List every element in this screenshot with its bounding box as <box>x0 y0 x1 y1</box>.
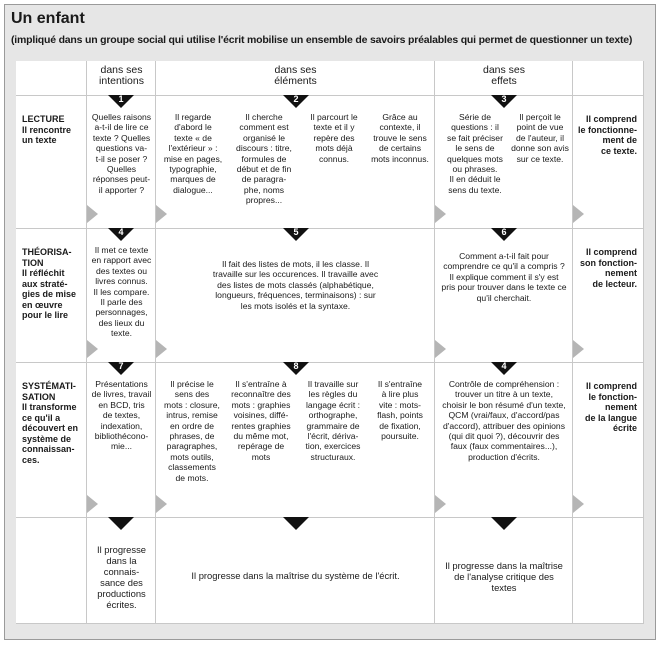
text-line: texte et il y <box>313 122 355 133</box>
text-line: ce qu'il a <box>22 412 61 423</box>
cell-theorisation-elements <box>156 229 435 363</box>
right-arrow-icon <box>87 205 98 223</box>
text-line: grammaire de <box>306 420 360 431</box>
right-arrow-icon <box>435 340 446 358</box>
text-line: Il met ce texte <box>94 245 149 255</box>
text-line: des textes ou <box>95 265 148 276</box>
badge-6 <box>491 228 517 241</box>
row-head-theorisation <box>16 229 87 363</box>
text-line: point de vue <box>516 122 564 133</box>
badge-9-number: 4 <box>501 361 507 371</box>
text-line: l'extérieur » : <box>168 143 218 154</box>
text-line: texte « de <box>174 132 212 143</box>
badge-6-number: 6 <box>501 227 507 237</box>
text-line: Il rencontre <box>22 124 72 135</box>
text-line: Quelles <box>106 164 137 175</box>
down-arrow-intentions <box>108 517 134 530</box>
text-lecture-ef1 <box>443 112 507 195</box>
text-line: ce texte. <box>600 145 637 156</box>
text-line: de textes, <box>102 410 141 421</box>
text-line: intrus, remise <box>166 410 218 421</box>
text-line: éléments <box>274 75 317 87</box>
cell-lecture-effets <box>435 96 573 229</box>
text-line: se fait préciser <box>447 132 503 143</box>
text-line: longueurs, fréquences, terminaisons) : sur <box>215 290 376 301</box>
text-line: de la langue <box>584 412 637 423</box>
text-line: Il perçoit le <box>519 112 561 122</box>
text-line: Il comprend <box>585 114 637 124</box>
down-arrow-elements <box>283 517 309 530</box>
text-line: aux straté- <box>22 278 68 289</box>
text-line: à lire plus <box>381 389 419 400</box>
text-lecture-el2 <box>230 112 298 206</box>
text-line: Il les compare. <box>93 286 150 297</box>
text-line: Il progresse dans la maîtrise <box>445 560 563 571</box>
text-line: paragraphes, <box>166 441 218 452</box>
cell-theorisation-effets <box>435 229 573 363</box>
text-line: découvert en <box>22 423 79 433</box>
cell-progression-intentions <box>87 518 156 624</box>
text-systematisation-intentions <box>89 379 154 452</box>
text-line: de lecteur. <box>592 278 637 289</box>
right-arrow-icon <box>573 340 584 358</box>
text-line: voisines, diffé- <box>233 410 289 421</box>
text-line: SYSTÉMATI- <box>22 381 76 391</box>
text-systematisation-el3 <box>300 379 366 462</box>
text-line: de l'analyse critique des <box>454 571 554 582</box>
text-line: mots inconnus. <box>371 153 429 164</box>
text-line: personnages, <box>95 307 148 318</box>
text-line: trouver un titre à un texte, <box>455 389 553 400</box>
right-arrow-icon <box>573 205 584 223</box>
text-line: poursuite. <box>381 431 419 442</box>
text-line: Il précise le <box>170 379 214 389</box>
header-effets <box>435 61 573 96</box>
text-line: nement <box>604 268 637 278</box>
text-line: en ordre de <box>170 420 214 431</box>
text-line: structuraux. <box>310 451 356 462</box>
badge-8 <box>283 362 309 375</box>
badge-5-number: 5 <box>293 227 299 237</box>
text-line: mie... <box>110 441 132 452</box>
text-line: Il comprend <box>585 381 637 391</box>
badge-7-number: 7 <box>118 361 124 371</box>
text-systematisation-effets <box>436 379 572 462</box>
text-line: marques de <box>170 174 216 185</box>
text-systematisation-el4 <box>370 379 430 441</box>
text-line: travaille sur les occurences. Il travaille avec <box>212 269 379 280</box>
figure-subtitle: (impliqué dans un groupe social qui utilise l'écrit mobilise un ensemble de savoirs préalables qui permet de questionner un texte) <box>11 34 633 46</box>
text-lecture-intentions <box>89 112 154 195</box>
text-line: questions : il <box>451 122 499 133</box>
text-line: tion, exercices <box>305 441 361 452</box>
text-line: début et de fin <box>236 164 292 175</box>
badge-3 <box>491 95 517 108</box>
badge-7 <box>108 362 134 375</box>
text-lecture-el3 <box>304 112 364 164</box>
text-line: connus. <box>318 153 350 164</box>
text-line: Quelles raisons <box>91 112 152 122</box>
text-line: d'accord), attribuer des opinions <box>442 420 566 431</box>
text-line: de paragra- <box>241 174 287 185</box>
row-right-progression <box>573 518 644 624</box>
text-line: bibliothécono- <box>94 431 149 442</box>
text-line: Présentations <box>95 379 148 389</box>
badge-5 <box>283 228 309 241</box>
text-line: mots déjà <box>315 143 353 154</box>
text-line: typographie, <box>169 164 217 175</box>
text-line: comment est <box>239 122 289 133</box>
text-line: sur ce texte. <box>516 153 564 164</box>
text-line: faux (faux commentaires...), <box>450 441 558 452</box>
badge-8-number: 8 <box>293 361 299 371</box>
text-line: Il travaille sur <box>307 379 359 389</box>
text-line: Il cherche <box>245 112 283 122</box>
badge-4-number: 4 <box>118 227 124 237</box>
text-line: mots <box>251 451 271 462</box>
text-line: système de <box>22 433 72 444</box>
text-line: Il regarde <box>174 112 212 122</box>
text-line: quelques mots <box>447 153 503 164</box>
text-line: classements <box>168 462 216 473</box>
text-line: pris pour trouver dans le texte ce <box>441 282 567 293</box>
text-line: Il explique comment il s'y est <box>449 271 559 282</box>
text-line: mots outils, <box>170 451 214 462</box>
text-line: nement <box>604 402 637 412</box>
text-line: reconnaître des <box>231 389 291 400</box>
text-progression-elements <box>160 570 431 581</box>
text-line: ou phrases. <box>452 164 498 175</box>
right-arrow-icon <box>156 205 167 223</box>
text-line: dans la <box>106 555 137 566</box>
right-arrow-icon <box>573 495 584 513</box>
right-arrow-icon <box>435 495 446 513</box>
text-line: LECTURE <box>22 114 65 124</box>
text-line: Série de <box>458 112 491 122</box>
text-theorisation-elements <box>166 259 425 311</box>
right-arrow-icon <box>87 340 98 358</box>
text-line: les règles du <box>308 389 358 400</box>
text-line: livres connus. <box>95 276 148 287</box>
right-arrow-icon <box>87 495 98 513</box>
text-line: écrites. <box>106 599 137 610</box>
text-line: a-t-il de lire ce <box>94 122 149 133</box>
header-elements-text <box>156 65 435 87</box>
text-line: mots : closure, <box>164 399 220 410</box>
text-line: mise en pages, <box>163 153 223 164</box>
text-line: son fonction- <box>580 257 637 268</box>
text-line: langage écrit : <box>306 399 360 410</box>
cell-progression-elements <box>156 518 435 624</box>
text-line: des lieux du <box>98 317 145 328</box>
badge-4 <box>108 228 134 241</box>
text-line: Il progresse <box>97 544 146 555</box>
header-elements <box>156 61 435 96</box>
down-arrow-effets <box>491 517 517 530</box>
text-line: de livres, travail <box>91 389 152 400</box>
corner-cell-right <box>573 61 644 96</box>
text-line: du même mot, <box>233 431 289 442</box>
text-line: ces. <box>22 454 40 465</box>
text-line: Il progresse dans la maîtrise du système de l'écrit. <box>191 570 400 581</box>
text-line: repérage de <box>237 441 285 452</box>
text-line: choisir le bon résumé d'un texte, <box>442 399 566 410</box>
text-line: QCM (vrai/faux, d'accord/pas <box>448 410 560 421</box>
text-line: Il comprend <box>585 247 637 257</box>
badge-2-number: 2 <box>293 94 299 104</box>
text-line: Il fait des listes de mots, il les classe. Il <box>221 259 370 269</box>
text-line: flash, points <box>377 410 423 421</box>
text-line: effets <box>491 75 517 87</box>
text-line: en œuvre <box>22 299 63 310</box>
header-effets-text <box>435 65 573 87</box>
text-line: Il s'entraîne à <box>235 379 287 389</box>
text-theorisation-intentions <box>89 245 154 339</box>
text-line: SATION <box>22 391 56 402</box>
text-line: contexte, il <box>379 122 421 133</box>
text-line: de mots. <box>175 472 209 483</box>
text-line: Il réfléchit <box>22 268 65 278</box>
text-line: formules de <box>241 153 287 164</box>
text-line: réponses peut- <box>92 174 151 185</box>
diagram-grid <box>16 61 644 624</box>
row-head-lecture <box>16 96 87 229</box>
text-line: donne son avis <box>511 143 569 154</box>
text-line: organisé le <box>242 132 286 143</box>
text-line: sance des <box>100 577 143 588</box>
right-arrow-icon <box>435 205 446 223</box>
text-line: dans ses <box>100 64 143 76</box>
text-line: production d'écrits. <box>468 451 540 462</box>
text-line: sens du texte. <box>448 184 502 195</box>
text-line: le sens de <box>455 143 495 154</box>
badge-3-number: 3 <box>501 94 507 104</box>
text-line: écrite <box>612 423 637 433</box>
text-line: texte. <box>110 328 133 339</box>
text-line: propres... <box>245 195 283 206</box>
text-line: intentions <box>99 75 144 87</box>
text-line: le fonctionne- <box>578 124 637 135</box>
text-lecture-el1 <box>162 112 224 195</box>
text-line: Il s'entraîne <box>377 379 423 389</box>
text-line: THÉORISA- <box>22 247 72 257</box>
text-systematisation-el2 <box>226 379 296 462</box>
cell-systematisation-effets <box>435 363 573 518</box>
text-progression-intentions <box>89 544 154 610</box>
text-lecture-el4 <box>368 112 432 164</box>
text-line: qu'il cherchait. <box>476 292 532 303</box>
text-line: mots : graphies <box>231 399 291 410</box>
text-line: sens des <box>174 389 210 400</box>
text-line: t-il se poser ? <box>95 153 148 164</box>
text-line: connais- <box>103 566 140 577</box>
text-line: gies de mise <box>22 289 77 299</box>
badge-1-number: 1 <box>118 94 124 104</box>
text-line: en rapport avec <box>91 255 152 266</box>
text-line: Comment a-t-il fait pour <box>459 251 549 261</box>
text-line: vite : mots- <box>378 399 422 410</box>
figure-title: Un enfant <box>11 10 85 27</box>
text-line: des listes de mots classés (alphabétique, <box>217 279 374 290</box>
text-line: connaissan- <box>22 444 75 454</box>
text-line: repère des <box>313 132 355 143</box>
text-line: questions va- <box>95 143 148 154</box>
text-line: orthographe, <box>308 410 358 421</box>
text-line: discours : titre, <box>236 143 292 154</box>
text-line: TION <box>22 257 44 268</box>
text-line: Grâce au <box>382 112 418 122</box>
text-line: Il parcourt le <box>310 112 358 122</box>
cell-systematisation-elements <box>156 363 435 518</box>
cell-progression-effets <box>435 518 573 624</box>
text-line: ment de <box>602 135 637 145</box>
right-arrow-icon <box>156 340 167 358</box>
text-line: productions <box>97 588 146 599</box>
text-line: dialogue... <box>173 184 213 195</box>
text-line: textes <box>491 582 517 593</box>
text-line: (qui dit quoi ?), découvrir des <box>448 431 560 442</box>
header-intentions <box>87 61 156 96</box>
text-line: d'abord le <box>174 122 212 133</box>
text-line: trouve le sens <box>373 132 427 143</box>
corner-cell <box>16 61 87 96</box>
text-lecture-ef2 <box>509 112 571 164</box>
text-line: un texte <box>22 135 57 145</box>
text-line: comprendre ce qu'il a compris ? <box>443 261 565 272</box>
text-line: Il transforme <box>22 402 77 412</box>
text-line: pour le lire <box>22 310 69 320</box>
badge-1 <box>108 95 134 108</box>
right-arrow-icon <box>156 495 167 513</box>
text-line: Il parle des <box>100 297 143 308</box>
text-line: phe, noms <box>243 184 285 195</box>
text-theorisation-effets <box>437 251 571 303</box>
text-line: Contrôle de compréhension : <box>448 379 560 389</box>
text-progression-effets <box>437 560 571 593</box>
text-line: texte ? Quelles <box>92 132 151 143</box>
text-line: de fixation, <box>379 420 421 431</box>
text-line: il apporter ? <box>98 184 145 195</box>
text-line: indexation, <box>100 420 143 431</box>
text-line: de l'auteur, il <box>516 132 564 143</box>
row-head-progression <box>16 518 87 624</box>
text-line: les mots isolés et la syntaxe. <box>240 300 351 311</box>
text-line: en BCD, tris <box>98 399 145 410</box>
text-line: de certains <box>378 143 422 154</box>
text-line: l'écrit, dériva- <box>307 431 359 442</box>
badge-9 <box>491 362 517 375</box>
cell-lecture-elements <box>156 96 435 229</box>
row-head-systematisation <box>16 363 87 518</box>
text-line: phrases, de <box>169 431 215 442</box>
text-systematisation-el1 <box>160 379 224 483</box>
text-line: rentes graphies <box>231 420 291 431</box>
header-intentions-text <box>87 65 156 87</box>
text-line: dans ses <box>482 64 526 76</box>
text-line: dans ses <box>274 64 317 76</box>
badge-2 <box>283 95 309 108</box>
text-line: Il en déduit le <box>449 174 501 185</box>
text-line: le fonction- <box>588 391 637 402</box>
